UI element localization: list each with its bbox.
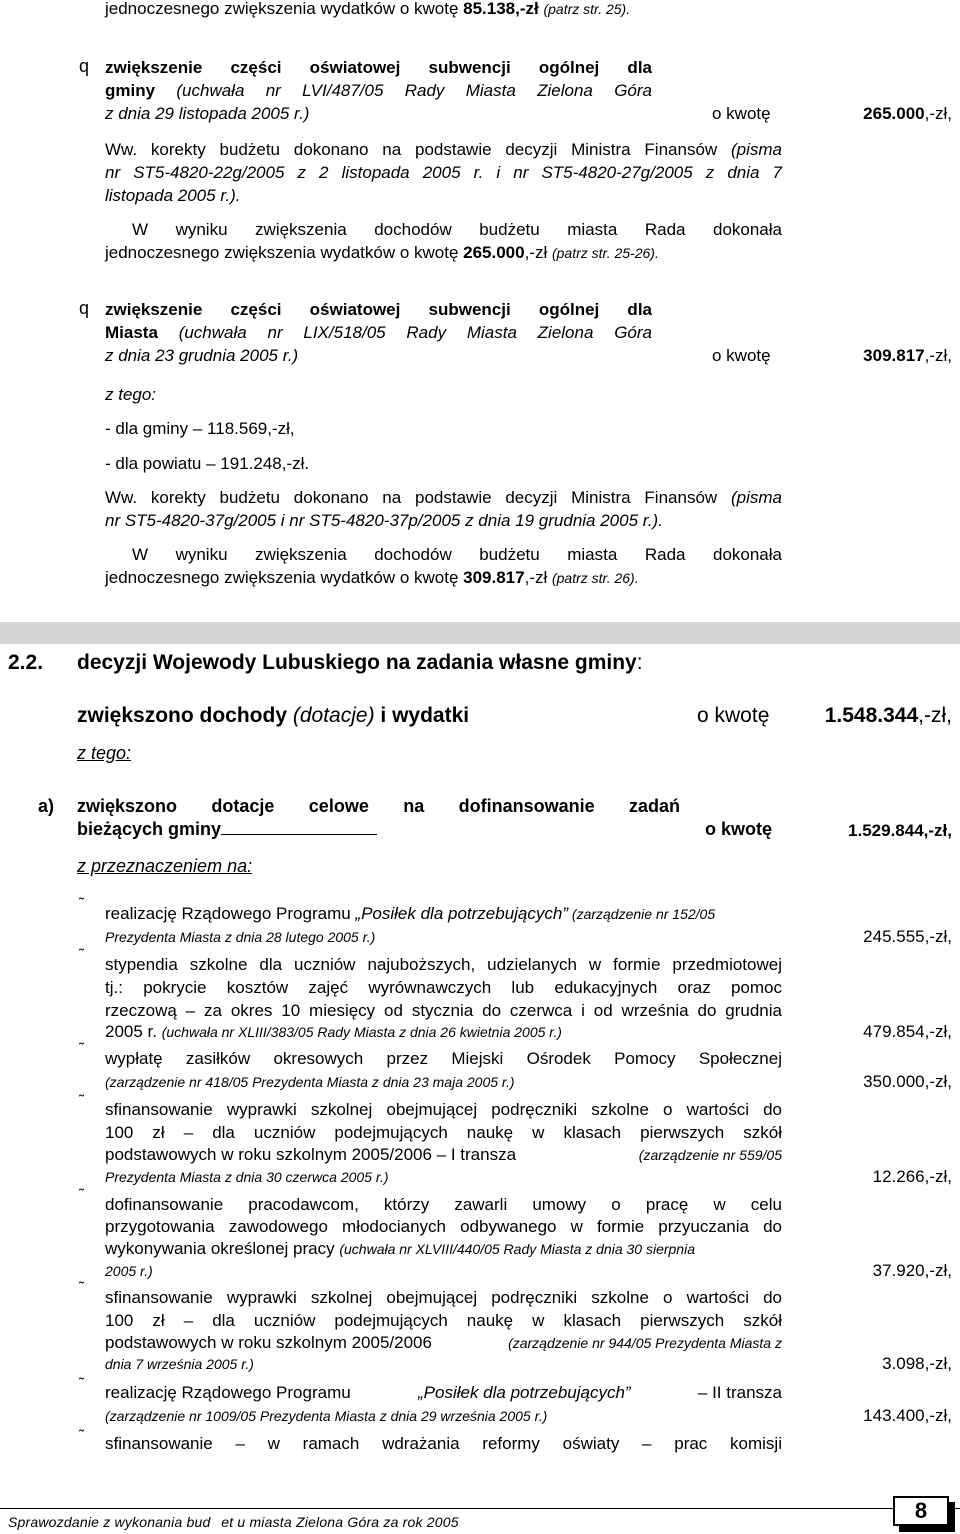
item-5-line2: przygotowania zawodowego młodocianych odbywanego w formie przyuczania do bbox=[105, 1217, 782, 1236]
miasta-line3: z dnia 23 grudnia 2005 r.) bbox=[105, 346, 299, 365]
item-2-line1: stypendia szkolne dla uczniów najuboższych, udzielanych w formie przedmiotowej bbox=[105, 955, 782, 974]
miasta-line1: zwiększenie części oświatowej subwencji ogólnej dla bbox=[105, 300, 652, 319]
item-5-line3: wykonywania określonej pracy (uchwała nr XLVIII/440/05 Rady Miasta z dnia 30 sierpnia bbox=[105, 1239, 695, 1258]
item-5-line1: dofinansowanie pracodawcom, którzy zawarli umowy o pracę w celu bbox=[105, 1195, 782, 1214]
miasta-kwota-label: o kwotę bbox=[712, 346, 771, 365]
miasta-amount: 309.817,-zł, bbox=[863, 346, 952, 365]
section-separator-bar bbox=[0, 622, 960, 644]
item-6-line2: 100 zł – dla uczniów podejmujących naukę w klasach pierwszych szkół bbox=[105, 1311, 782, 1330]
summary-z-tego: z tego: bbox=[77, 743, 132, 763]
item-6-line3: podstawowych w roku szkolnym 2005/2006 (zarządzenie nr 944/05 Prezydenta Miasta z bbox=[105, 1333, 782, 1352]
item-4-line3: podstawowych w roku szkolnym 2005/2006 – I transza (zarządzenie nr 559/05 bbox=[105, 1145, 782, 1164]
point-a-line2: bieżących gminy bbox=[77, 818, 377, 840]
footer-text: Sprawozdanie z wykonania bud et u miasta Zielona Góra za rok 2005 bbox=[8, 1514, 459, 1530]
item-7-line2: (zarządzenie nr 1009/05 Prezydenta Miasta z dnia 29 września 2005 r.) bbox=[105, 1408, 548, 1424]
tilde-bullet: ˜ bbox=[79, 946, 84, 963]
bullet-q: q bbox=[79, 56, 90, 76]
tilde-bullet: ˜ bbox=[79, 1040, 84, 1057]
tilde-bullet: ˜ bbox=[79, 1186, 84, 1203]
item-7-amount: 143.400,-zł, bbox=[863, 1406, 952, 1425]
gminy-kwota-label: o kwotę bbox=[712, 104, 771, 123]
summary-kwota-label: o kwotę bbox=[697, 704, 770, 727]
tilde-bullet: ˜ bbox=[79, 1092, 84, 1109]
gminy-ww-line1: Ww. korekty budżetu dokonano na podstawie decyzji Ministra Finansów (pisma bbox=[105, 140, 782, 159]
item-3-line1: wypłatę zasiłków okresowych przez Miejski Ośrodek Pomocy Społecznej bbox=[105, 1049, 782, 1068]
item-6-line1: sfinansowanie wyprawki szkolnej obejmującej podręczniki szkolne o wartości do bbox=[105, 1288, 782, 1307]
item-4-line2: 100 zł – dla uczniów podejmujących naukę w klasach pierwszych szkół bbox=[105, 1123, 782, 1142]
gminy-ww-line3: listopada 2005 r.). bbox=[105, 186, 241, 205]
item-1-line2: Prezydenta Miasta z dnia 28 lutego 2005 r.) bbox=[105, 929, 376, 945]
miasta-z-tego: z tego: bbox=[105, 385, 157, 404]
heading-number: 2.2. bbox=[8, 651, 44, 674]
gminy-result-line1: W wyniku zwiększenia dochodów budżetu miasta Rada dokonała bbox=[132, 220, 782, 239]
item-2-line3: rzeczową – za okres 10 miesięcy od stycznia do czerwca i od września do grudnia bbox=[105, 1001, 782, 1020]
gminy-line2: gminy (uchwała nr LVI/487/05 Rady Miasta Zielona Góra bbox=[105, 81, 652, 100]
miasta-ww-line2: nr ST5-4820-37g/2005 i nr ST5-4820-37p/2005 z dnia 19 grudnia 2005 r.). bbox=[105, 511, 663, 530]
point-a-line1: zwiększono dotacje celowe na dofinansowanie zadań bbox=[77, 796, 680, 816]
item-4-amount: 12.266,-zł, bbox=[872, 1167, 952, 1186]
miasta-powiatu: - dla powiatu – 191.248,-zł. bbox=[105, 454, 310, 473]
miasta-gminy: - dla gminy – 118.569,-zł, bbox=[105, 419, 295, 438]
item-8-line1: sfinansowanie – w ramach wdrażania reformy oświaty – prac komisji bbox=[105, 1434, 782, 1453]
leader-line bbox=[221, 818, 377, 835]
heading-title: decyzji Wojewody Lubuskiego na zadania własne gminy: bbox=[77, 651, 643, 674]
miasta-line2: Miasta (uchwała nr LIX/518/05 Rady Miasta Zielona Góra bbox=[105, 323, 652, 342]
tilde-bullet: ˜ bbox=[79, 895, 84, 912]
item-3-line2: (zarządzenie nr 418/05 Prezydenta Miasta z dnia 23 maja 2005 r.) bbox=[105, 1074, 515, 1090]
item-5-line4: 2005 r.) bbox=[105, 1263, 153, 1279]
gminy-ww-line2: nr ST5-4820-22g/2005 z 2 listopada 2005 r. i nr ST5-4820-27g/2005 z dnia 7 bbox=[105, 163, 782, 182]
gminy-result-line2: jednoczesnego zwiększenia wydatków o kwotę 265.000,-zł (patrz str. 25-26). bbox=[105, 243, 659, 262]
item-1-line1: realizację Rządowego Programu „Posiłek dla potrzebujących” (zarządzenie nr 152/05 bbox=[105, 904, 716, 923]
point-a-przeznaczenie: z przeznaczeniem na: bbox=[77, 856, 253, 876]
item-6-line4: dnia 7 września 2005 r.) bbox=[105, 1356, 254, 1372]
summary-line: zwiększono dochody (dotacje) i wydatki bbox=[77, 704, 470, 727]
miasta-result-line1: W wyniku zwiększenia dochodów budżetu miasta Rada dokonała bbox=[132, 545, 782, 564]
footer-rule bbox=[0, 1508, 960, 1509]
item-2-amount: 479.854,-zł, bbox=[863, 1022, 952, 1041]
item-4-line4: Prezydenta Miasta z dnia 30 czerwca 2005 r.) bbox=[105, 1169, 389, 1185]
item-5-amount: 37.920,-zł, bbox=[872, 1261, 952, 1280]
item-4-line1: sfinansowanie wyprawki szkolnej obejmującej podręczniki szkolne o wartości do bbox=[105, 1100, 782, 1119]
gminy-amount: 265.000,-zł, bbox=[863, 104, 952, 123]
page-number: 8 bbox=[893, 1496, 949, 1526]
tilde-bullet: ˜ bbox=[79, 1375, 84, 1392]
gminy-line3: z dnia 29 listopada 2005 r.) bbox=[105, 104, 310, 123]
item-6-amount: 3.098,-zł, bbox=[882, 1354, 952, 1373]
item-7-line1: realizację Rządowego Programu „Posiłek dla potrzebujących” – II transza bbox=[105, 1383, 782, 1402]
miasta-result-line2: jednoczesnego zwiększenia wydatków o kwotę 309.817,-zł (patrz str. 26). bbox=[105, 568, 639, 587]
tilde-bullet: ˜ bbox=[79, 1427, 84, 1444]
item-2-line2: tj.: pokrycie kosztów zajęć wyrównawczych lub edukacyjnych oraz pomoc bbox=[105, 978, 782, 997]
item-2-line4: 2005 r. (uchwała nr XLIII/383/05 Rady Miasta z dnia 26 kwietnia 2005 r.) bbox=[105, 1022, 562, 1041]
miasta-ww-line1: Ww. korekty budżetu dokonano na podstawie decyzji Ministra Finansów (pisma bbox=[105, 488, 782, 507]
top-continuation-line: jednoczesnego zwiększenia wydatków o kwotę 85.138,-zł (patrz str. 25). bbox=[105, 0, 631, 18]
bullet-q: q bbox=[79, 298, 90, 318]
gminy-line1: zwiększenie części oświatowej subwencji ogólnej dla bbox=[105, 58, 652, 77]
summary-amount: 1.548.344,-zł, bbox=[824, 704, 952, 727]
point-a-kwota-label: o kwotę bbox=[705, 819, 773, 839]
point-a-amount: 1.529.844,-zł, bbox=[848, 821, 952, 840]
tilde-bullet: ˜ bbox=[79, 1279, 84, 1296]
point-a-label: a) bbox=[38, 796, 55, 816]
item-1-amount: 245.555,-zł, bbox=[863, 927, 952, 946]
item-3-amount: 350.000,-zł, bbox=[863, 1072, 952, 1091]
